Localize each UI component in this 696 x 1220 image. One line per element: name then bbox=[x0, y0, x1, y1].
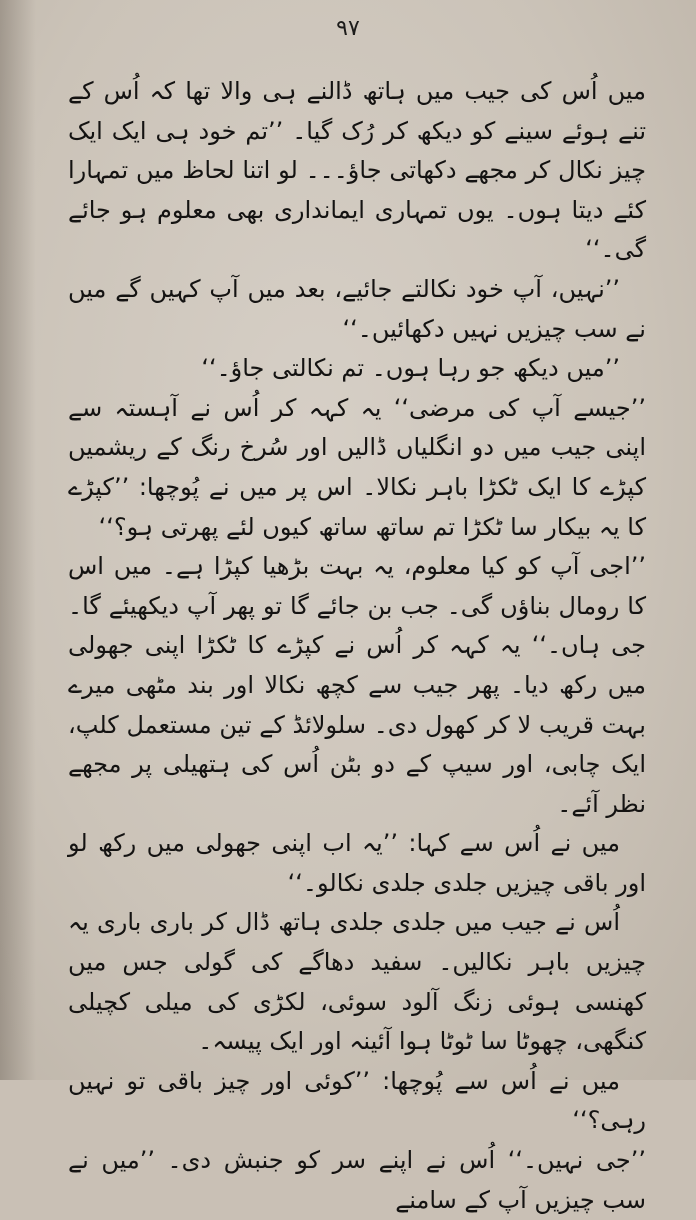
paragraph-2: ’’نہیں، آپ خود نکالتے جائیے، بعد میں آپ کہیں گے میں نے سب چیزیں نہیں دکھائیں۔‘‘ bbox=[68, 274, 646, 343]
page-number: ۹۷ bbox=[336, 16, 360, 41]
paragraph-1: میں اُس کی جیب میں ہاتھ ڈالنے ہی والا تھا کہ اُس کے تنے ہوئے سینے کو دیکھ کر رُک گیا۔ ’’تم خود ہی ایک ایک چیز نکال کر مجھے دکھاتی جاؤ۔۔۔ لو اتنا لحاظ میں تمہارا کئے دیتا ہوں۔ یوں تمہاری ایمانداری بھی معلوم ہو جائے گی۔‘‘ bbox=[68, 77, 646, 264]
binding-shadow bbox=[0, 0, 36, 1080]
paragraph-8: میں نے اُس سے پُوچھا: ’’کوئی اور چیز باقی تو نہیں رہی؟‘‘ bbox=[68, 1066, 646, 1135]
paragraph-3: ’’میں دیکھ جو رہا ہوں۔ تم نکالتی جاؤ۔‘‘ bbox=[201, 354, 620, 383]
urdu-text-block bbox=[68, 72, 646, 1220]
paragraph-6: میں نے اُس سے کہا: ’’یہ اب اپنی جھولی میں رکھ لو اور باقی چیزیں جلدی جلدی نکالو۔‘‘ bbox=[68, 829, 646, 897]
paragraph-9: ’’جی نہیں۔‘‘ اُس نے اپنے سر کو جنبش دی۔ ’’میں نے سب چیزیں آپ کے سامنے bbox=[68, 1146, 646, 1214]
paragraph-5: ’’اجی آپ کو کیا معلوم، یہ بہت بڑھیا کپڑا ہے۔ میں اس کا رومال بناؤں گی۔ جب بن جائے گا تو پھر آپ دیکھیئے گا۔ جی ہاں۔‘‘ یہ کہہ کر اُس نے کپڑے کا ٹکڑا اپنی جھولی میں رکھ دیا۔ پھر جیب سے کچھ نکالا اور بند مٹھی میرے بہت قریب لا کر کھول دی۔ سلولائڈ کے تین مستعمل کلپ، ایک چابی، اور سیپ کے دو بٹن اُس کی ہتھیلی پر مجھے نظر آئے۔ bbox=[68, 552, 646, 818]
paragraph-7: اُس نے جیب میں جلدی جلدی ہاتھ ڈال کر باری باری یہ چیزیں باہر نکالیں۔ سفید دھاگے کی گولی جس میں کھنسی ہوئی زنگ آلود سوئی، لکڑی کی میلی کچیلی کنگھی، چھوٹا سا ٹوٹا ہوا آئینہ اور ایک پیسہ۔ bbox=[68, 908, 646, 1056]
paragraph-4: ’’جیسے آپ کی مرضی‘‘ یہ کہہ کر اُس نے آہستہ سے اپنی جیب میں دو انگلیاں ڈالیں اور سُرخ رنگ کے ریشمیں کپڑے کا ایک ٹکڑا باہر نکالا۔ اس پر میں نے پُوچھا: ’’کپڑے کا یہ بیکار سا ٹکڑا تم ساتھ ساتھ کیوں لئے پھرتی ہو؟‘‘ bbox=[68, 393, 646, 541]
